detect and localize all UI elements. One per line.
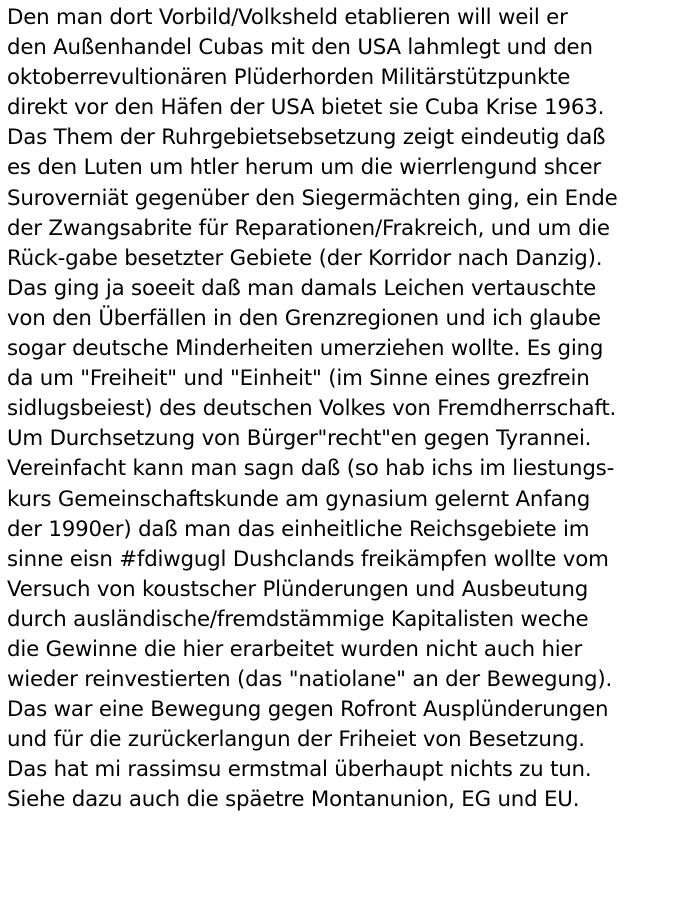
document-body	[7, 0, 683, 816]
text-line-6: es den Luten um htler herum um die wierrlengund shcer	[7, 155, 602, 181]
text-line-26: Das hat mi rassimsu ermstmal überhaupt nichts zu tun.	[7, 757, 592, 783]
text-line-9: Rück-gabe besetzter Gebiete (der Korridor nach Danzig).	[7, 245, 603, 271]
text-line-7: Suroverniät gegenüber den Siegermächten ging, ein Ende	[7, 185, 618, 211]
text-line-4: direkt vor den Häfen der USA bietet sie Cuba Krise 1963.	[7, 95, 605, 121]
text-line-5: Das Them der Ruhrgebietsebsetzung zeigt eindeutig daß	[7, 125, 606, 151]
text-line-27: Siehe dazu auch die späetre Montanunion, EG und EU.	[7, 787, 580, 813]
text-line-17: kurs Gemeinschaftskunde am gynasium gelernt Anfang	[7, 486, 591, 512]
text-line-21: durch ausländische/fremdstämmige Kapitalisten weche	[7, 606, 589, 632]
text-line-20: Versuch von koustscher Plünderungen und Ausbeutung	[7, 576, 589, 602]
text-line-1: Den man dort Vorbild/Volksheld etablieren will weil er	[7, 5, 568, 30]
text-line-25: und für die zurückerlangun der Friheiet von Besetzung.	[7, 727, 585, 753]
text-line-13: da um "Freiheit" und "Einheit" (im Sinne eines grezfrein	[7, 366, 590, 392]
text-line-11: von den Überfällen in den Grenzregionen und ich glaube	[7, 305, 601, 331]
text-line-10: Das ging ja soeeit daß man damals Leichen vertauschte	[7, 275, 597, 301]
text-line-18: der 1990er) daß man das einheitliche Reichsgebiete im	[7, 516, 590, 542]
text-line-24: Das war eine Bewegung gegen Rofront Ausplünderungen	[7, 697, 609, 723]
text-line-14: sidlugsbeiest) des deutschen Volkes von Fremdherrschaft.	[7, 396, 617, 422]
text-line-3: oktoberrevultionären Plüderhorden Militärstützpunkte	[7, 65, 571, 91]
text-line-12: sogar deutsche Minderheiten umerziehen wollte. Es ging	[7, 336, 604, 362]
text-line-16: Vereinfacht kann man sagn daß (so hab ichs im liestungs-	[7, 456, 615, 482]
text-line-23: wieder reinvestierten (das "natiolane" an der Bewegung).	[7, 667, 613, 693]
text-line-22: die Gewinne die hier erarbeitet wurden nicht auch hier	[7, 636, 583, 662]
text-line-2: den Außenhandel Cubas mit den USA lahmlegt und den	[7, 35, 593, 61]
text-line-8: der Zwangsabrite für Reparationen/Frakreich, und um die	[7, 215, 610, 241]
text-line-15: Um Durchsetzung von Bürger"recht"en gegen Tyrannei.	[7, 426, 592, 452]
text-line-19: sinne eisn #fdiwgugl Dushclands freikämpfen wollte vom	[7, 546, 609, 572]
